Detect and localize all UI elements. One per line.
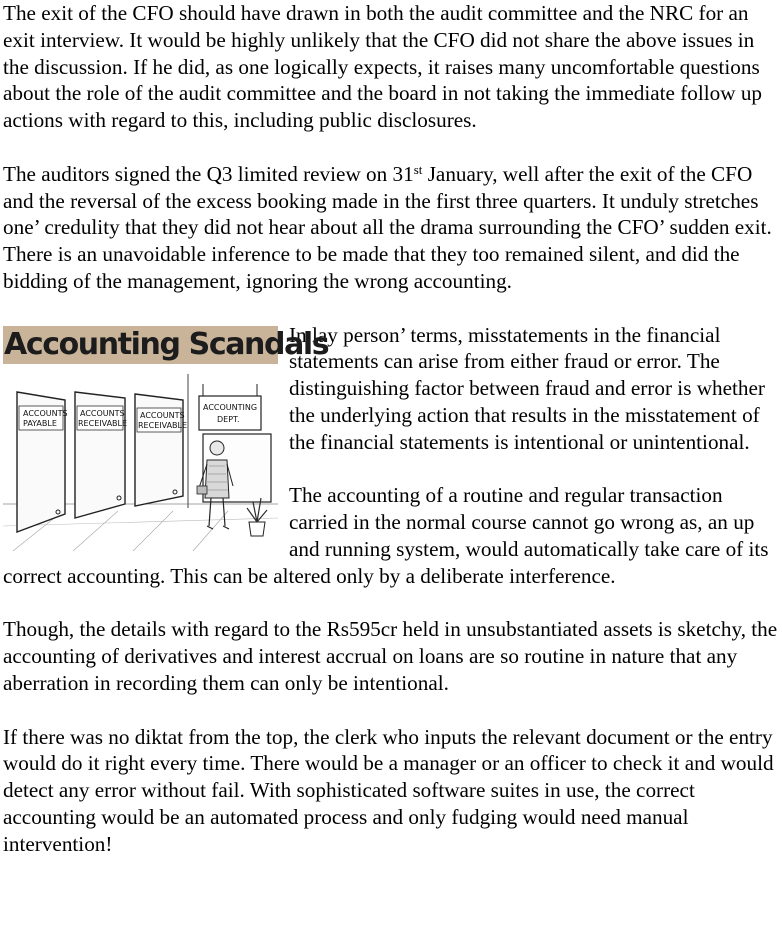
door2-label-line1: ACCOUNTS bbox=[80, 408, 125, 418]
paragraph-fraud-vs-error: In lay person’ terms, misstatements in the financial statements can arise from either fraud or error. The distinguishing factor between fraud and error is whether the underlying action that results in the misstatement of the financial statements is intentional or unintentional. bbox=[289, 322, 765, 454]
door3-label-line2: RECEIVABLE bbox=[138, 420, 188, 430]
door1-label-line1: ACCOUNTS bbox=[23, 408, 68, 418]
door3-label-line1: ACCOUNTS bbox=[140, 410, 185, 420]
door1-label-line2: PAYABLE bbox=[23, 418, 57, 428]
cartoon-title: Accounting Scandals bbox=[4, 326, 329, 362]
sign-label-line1: ACCOUNTING bbox=[203, 402, 258, 412]
door2-label-line2: RECEIVABLE bbox=[78, 418, 128, 428]
paragraph-auditors-start: The auditors signed the Q3 limited review on 31 bbox=[3, 161, 414, 186]
paragraph-diktat: If there was no diktat from the top, the clerk who inputs the relevant document or the entry would do it right every time. There would be a manager or an officer to check it and would detect any error without fail. With sophisticated software suites in use, the correct accounting would be an automated process and only fudging would need manual intervention! bbox=[3, 724, 774, 856]
paragraph-derivatives: Though, the details with regard to the Rs595cr held in unsubstantiated assets is sketchy, the accounting of derivatives and interest accrual on loans are so routine in nature that any aberration in recording them can only be intentional. bbox=[3, 617, 778, 695]
sign-label-line2: DEPT. bbox=[217, 414, 240, 424]
document-body bbox=[3, 0, 782, 858]
paragraph-auditors bbox=[3, 161, 782, 295]
paragraph-routine-transactions: The accounting of a routine and regular transaction carried in the normal course cannot go wrong as, an up and running system, would automatically take care of its correct accounting. This can be altered only by a deliberate interference. bbox=[3, 483, 769, 588]
paragraph-auditors-rest: January, well after the exit of the CFO and the reversal of the excess booking made in the first three quarters. It unduly stretches one’ credulity that they did not hear about all the drama surrounding the CFO’ sudden exit. There is an unavoidable inference to be made that they too remained silent, and did the bidding of the management, ignoring the wrong accounting. bbox=[3, 161, 772, 293]
ordinal-suffix: st bbox=[413, 161, 423, 177]
paragraph-cfo-exit: The exit of the CFO should have drawn in both the audit committee and the NRC for an exit interview. It would be highly unlikely that the CFO did not share the above issues in the discussion. If he did, as one logically expects, it raises many uncomfortable questions about the role of the audit committee and the board in not taking the immediate follow up actions with regard to this, including public disclosures. bbox=[3, 1, 763, 133]
accounting-scandals-cartoon bbox=[3, 326, 329, 551]
